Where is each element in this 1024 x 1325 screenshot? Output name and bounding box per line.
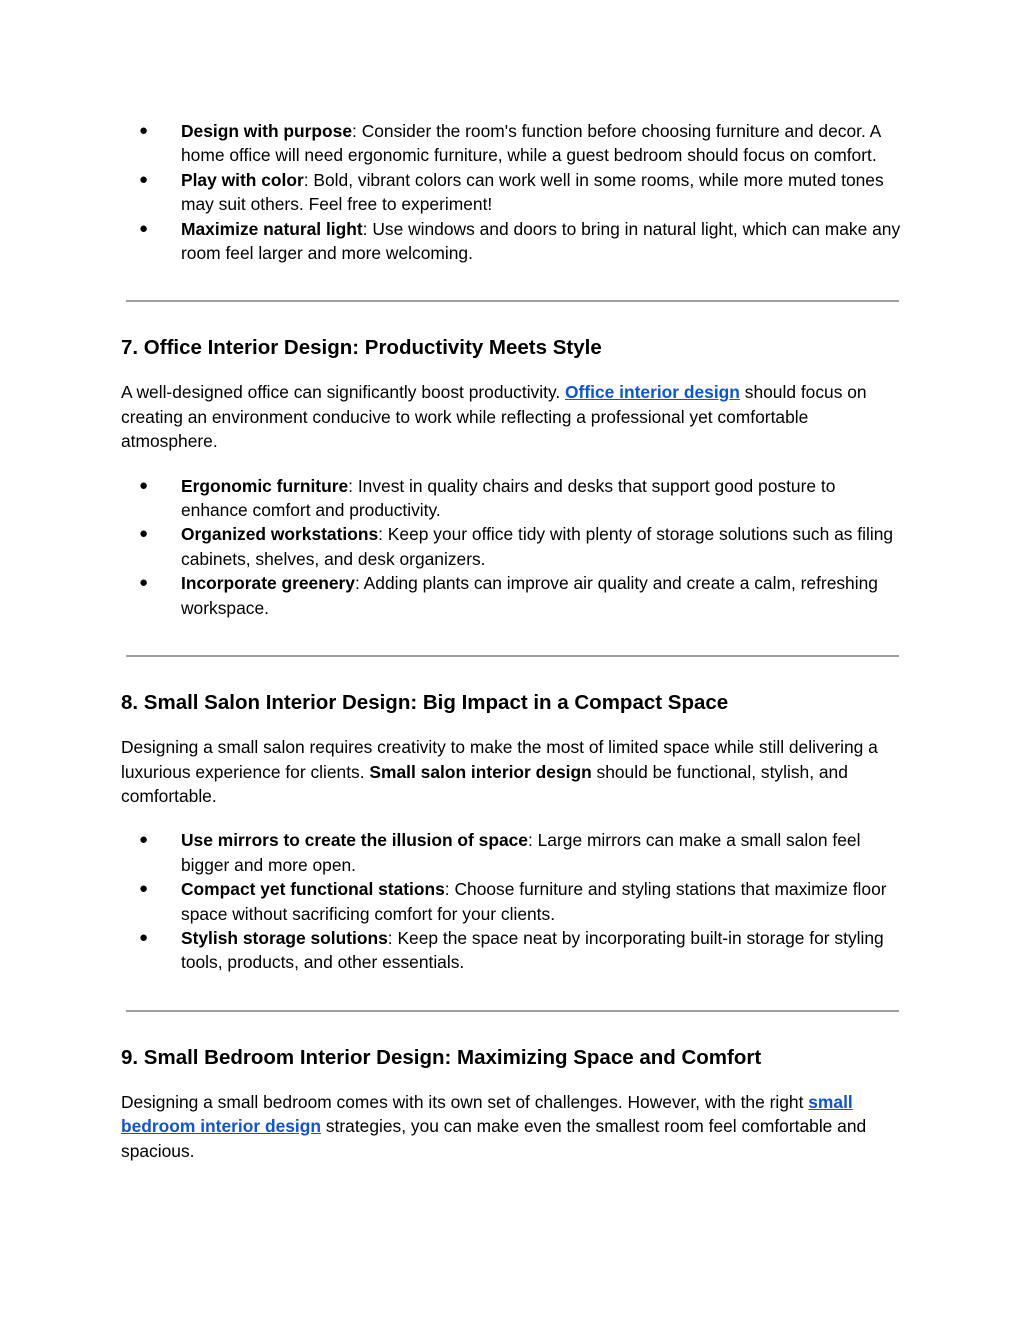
bullet-icon: ●: [139, 219, 149, 237]
list-item-text: : Consider the room's function before choosing furniture and decor. A home office will need ergonomic furniture, while a guest bedroom should focus on comfort.: [181, 121, 881, 166]
bullet-icon: ●: [139, 831, 149, 849]
list-item: [121, 877, 903, 926]
section-heading-bedroom: 9. Small Bedroom Interior Design: Maximizing Space and Comfort: [121, 1045, 762, 1069]
list-item-term: Design with purpose: [181, 121, 353, 141]
paragraph-bold-text: Small salon interior design: [369, 761, 592, 782]
list-item-term: Incorporate greenery: [181, 573, 355, 594]
list-item-text: : Adding plants can improve air quality and create a calm, refreshing workspace.: [181, 573, 878, 618]
list-item-text: : Large mirrors can make a small salon feel bigger and more open.: [181, 830, 861, 875]
section-paragraph-salon: [121, 735, 903, 808]
list-item-text: : Keep your office tidy with plenty of storage solutions such as filing cabinets, shelves, and desk organizers.: [181, 524, 894, 569]
list-item: [121, 522, 903, 571]
document-content: [121, 119, 903, 1163]
bullet-icon: ●: [139, 880, 149, 898]
salon-bullet-list: [121, 828, 903, 974]
list-item-text: : Bold, vibrant colors can work well in some rooms, while more muted tones may suit others. Feel free to experiment!: [181, 169, 884, 215]
paragraph-text: should be functional, stylish, and comfortable.: [121, 761, 848, 806]
list-item: [121, 571, 903, 620]
paragraph-text: A well-designed office can significantly boost productivity.: [121, 382, 566, 403]
section-paragraph-bedroom: [121, 1090, 903, 1163]
list-item-term: Ergonomic furniture: [181, 475, 349, 496]
list-item-term: Use mirrors to create the illusion of space: [181, 830, 528, 851]
paragraph-text: should focus on creating an environment conducive to work while reflecting a professional yet comfortable atmosphere.: [121, 382, 867, 452]
bullet-icon: ●: [139, 476, 149, 494]
list-item: [121, 926, 903, 975]
list-item: [121, 828, 903, 877]
list-item-term: Organized workstations: [181, 524, 379, 545]
list-item-term: Play with color: [181, 169, 304, 190]
list-item-term: Stylish storage solutions: [181, 927, 388, 948]
small-bedroom-interior-design-link[interactable]: small bedroom interior design: [121, 1091, 853, 1137]
list-item-text: : Choose furniture and styling stations that maximize floor space without sacrificing comfort for your clients.: [181, 879, 887, 924]
list-item-text: : Keep the space neat by incorporating built-in storage for styling tools, products, and other essentials.: [181, 927, 884, 973]
paragraph-text: Designing a small bedroom comes with its own set of challenges. However, with the right: [121, 1091, 809, 1112]
list-item-text: : Use windows and doors to bring in natural light, which can make any room feel larger and more welcoming.: [181, 218, 901, 264]
bullet-icon: ●: [139, 574, 149, 592]
list-item-text: : Invest in quality chairs and desks that support good posture to enhance comfort and productivity.: [181, 475, 836, 521]
list-item: [121, 168, 903, 217]
section-heading-salon: 8. Small Salon Interior Design: Big Impact in a Compact Space: [121, 691, 729, 715]
section-heading-office: 7. Office Interior Design: Productivity Meets Style: [121, 336, 602, 360]
office-interior-design-link[interactable]: Office interior design: [565, 382, 740, 403]
intro-bullet-list: [121, 119, 903, 265]
paragraph-text: strategies, you can make even the smallest room feel comfortable and spacious.: [121, 1116, 867, 1161]
bullet-icon: ●: [139, 122, 149, 139]
office-bullet-list: [121, 474, 903, 620]
list-item-term: Maximize natural light: [181, 218, 363, 239]
section-paragraph-office: [121, 380, 903, 453]
bullet-icon: ●: [139, 525, 149, 543]
list-item-term: Compact yet functional stations: [181, 879, 445, 900]
list-item: [121, 217, 903, 266]
bullet-icon: ●: [139, 170, 149, 188]
paragraph-text: Designing a small salon requires creativity to make the most of limited space while still delivering a luxurious experience for clients.: [121, 737, 878, 782]
list-item: [121, 119, 903, 168]
list-item: [121, 474, 903, 523]
bullet-icon: ●: [139, 928, 149, 946]
